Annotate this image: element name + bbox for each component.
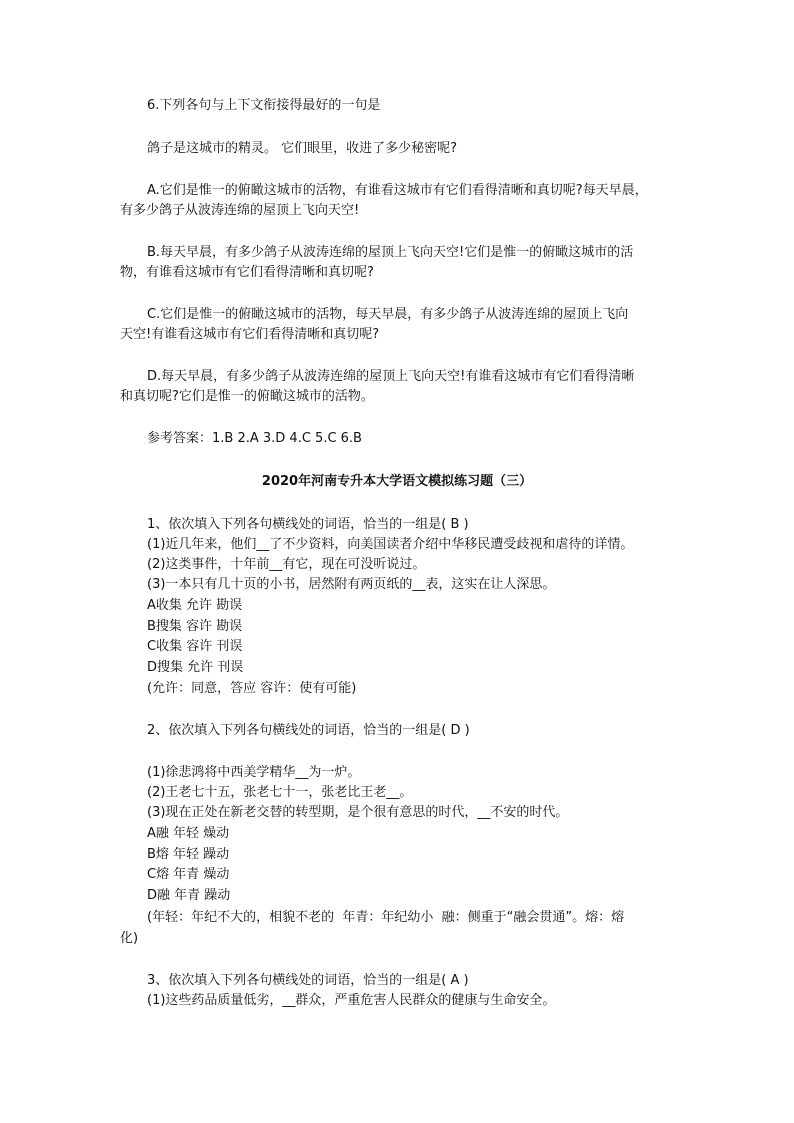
q2-option-d: D融 年青 躁动 bbox=[147, 888, 231, 903]
q1-option-d: D搜集 允许 刊误 bbox=[147, 660, 244, 675]
q6-option-b-line1: B.每天早晨，有多少鸽子从波涛连绵的屋顶上飞向天空!它们是惟一的俯瞰这城市的活 bbox=[147, 245, 634, 260]
q1-option-a: A收集 允许 勘误 bbox=[147, 598, 243, 613]
q2-option-c: C熔 年青 燥动 bbox=[147, 867, 230, 882]
q6-option-c-line1: C.它们是惟一的俯瞰这城市的活物，每天早晨，有多少鸽子从波涛连绵的屋顶上飞向 bbox=[147, 307, 629, 322]
q2-sentence-3: (3)现在正处在新老交替的转型期，是个很有意思的时代，__不安的时代。 bbox=[147, 805, 569, 820]
q6-option-a-line2: 有多少鸽子从波涛连绵的屋顶上飞向天空! bbox=[120, 203, 360, 218]
q3-stem: 3、依次填入下列各句横线处的词语，恰当的一组是( A ) bbox=[147, 973, 469, 988]
q6-option-b-line2: 物，有谁看这城市有它们看得清晰和真切呢? bbox=[120, 265, 374, 280]
q2-sentence-2: (2)王老七十五，张老七十一，张老比王老__。 bbox=[147, 785, 413, 800]
q6-option-d-line1: D.每天早晨，有多少鸽子从波涛连绵的屋顶上飞向天空!有谁看这城市有它们看得清晰 bbox=[147, 369, 635, 384]
q1-option-b: B搜集 容许 勘误 bbox=[147, 619, 243, 634]
answer-key: 参考答案：1.B 2.A 3.D 4.C 5.C 6.B bbox=[147, 431, 362, 446]
q2-stem: 2、依次填入下列各句横线处的词语，恰当的一组是( D ) bbox=[147, 723, 470, 738]
q2-option-a: A融 年轻 燥动 bbox=[147, 826, 230, 841]
q6-passage: 鸽子是这城市的精灵。 它们眼里，收进了多少秘密呢? bbox=[147, 141, 458, 156]
q2-note-line2: 化) bbox=[120, 931, 139, 946]
q6-option-c-line2: 天空!有谁看这城市有它们看得清晰和真切呢? bbox=[120, 327, 380, 342]
q1-sentence-3: (3)一本只有几十页的小书，居然附有两页纸的__表，这实在让人深思。 bbox=[147, 577, 556, 592]
q1-sentence-2: (2)这类事件，十年前__有它，现在可没听说过。 bbox=[147, 557, 426, 572]
q6-stem: 6.下列各句与上下文衔接得最好的一句是 bbox=[147, 98, 381, 113]
q6-option-a-line1: A.它们是惟一的俯瞰这城市的活物，有谁看这城市有它们看得清晰和真切呢?每天早晨， bbox=[147, 183, 648, 198]
q3-sentence-1: (1)这些药品质量低劣，__群众，严重危害人民群众的健康与生命安全。 bbox=[147, 993, 556, 1008]
q2-sentence-1: (1)徐悲鸿将中西美学精华__为一炉。 bbox=[147, 765, 361, 780]
q1-sentence-1: (1)近几年来，他们__了不少资料，向美国读者介绍中华移民遭受歧视和虐待的详情。 bbox=[147, 537, 634, 552]
q1-option-c: C收集 容许 刊误 bbox=[147, 639, 243, 654]
section-title: 2020年河南专升本大学语文模拟练习题（三） bbox=[261, 474, 533, 489]
q2-note-line1: (年轻：年纪不大的，相貌不老的 年青：年纪幼小 融：侧重于“融会贯通”。熔：熔 bbox=[147, 910, 625, 925]
q1-stem: 1、依次填入下列各句横线处的词语，恰当的一组是( B ) bbox=[147, 517, 469, 532]
q1-note: (允许：同意，答应 容许：使有可能) bbox=[147, 681, 357, 696]
q6-option-d-line2: 和真切呢?它们是惟一的俯瞰这城市的活物。 bbox=[120, 389, 374, 404]
q2-option-b: B熔 年轻 躁动 bbox=[147, 847, 230, 862]
